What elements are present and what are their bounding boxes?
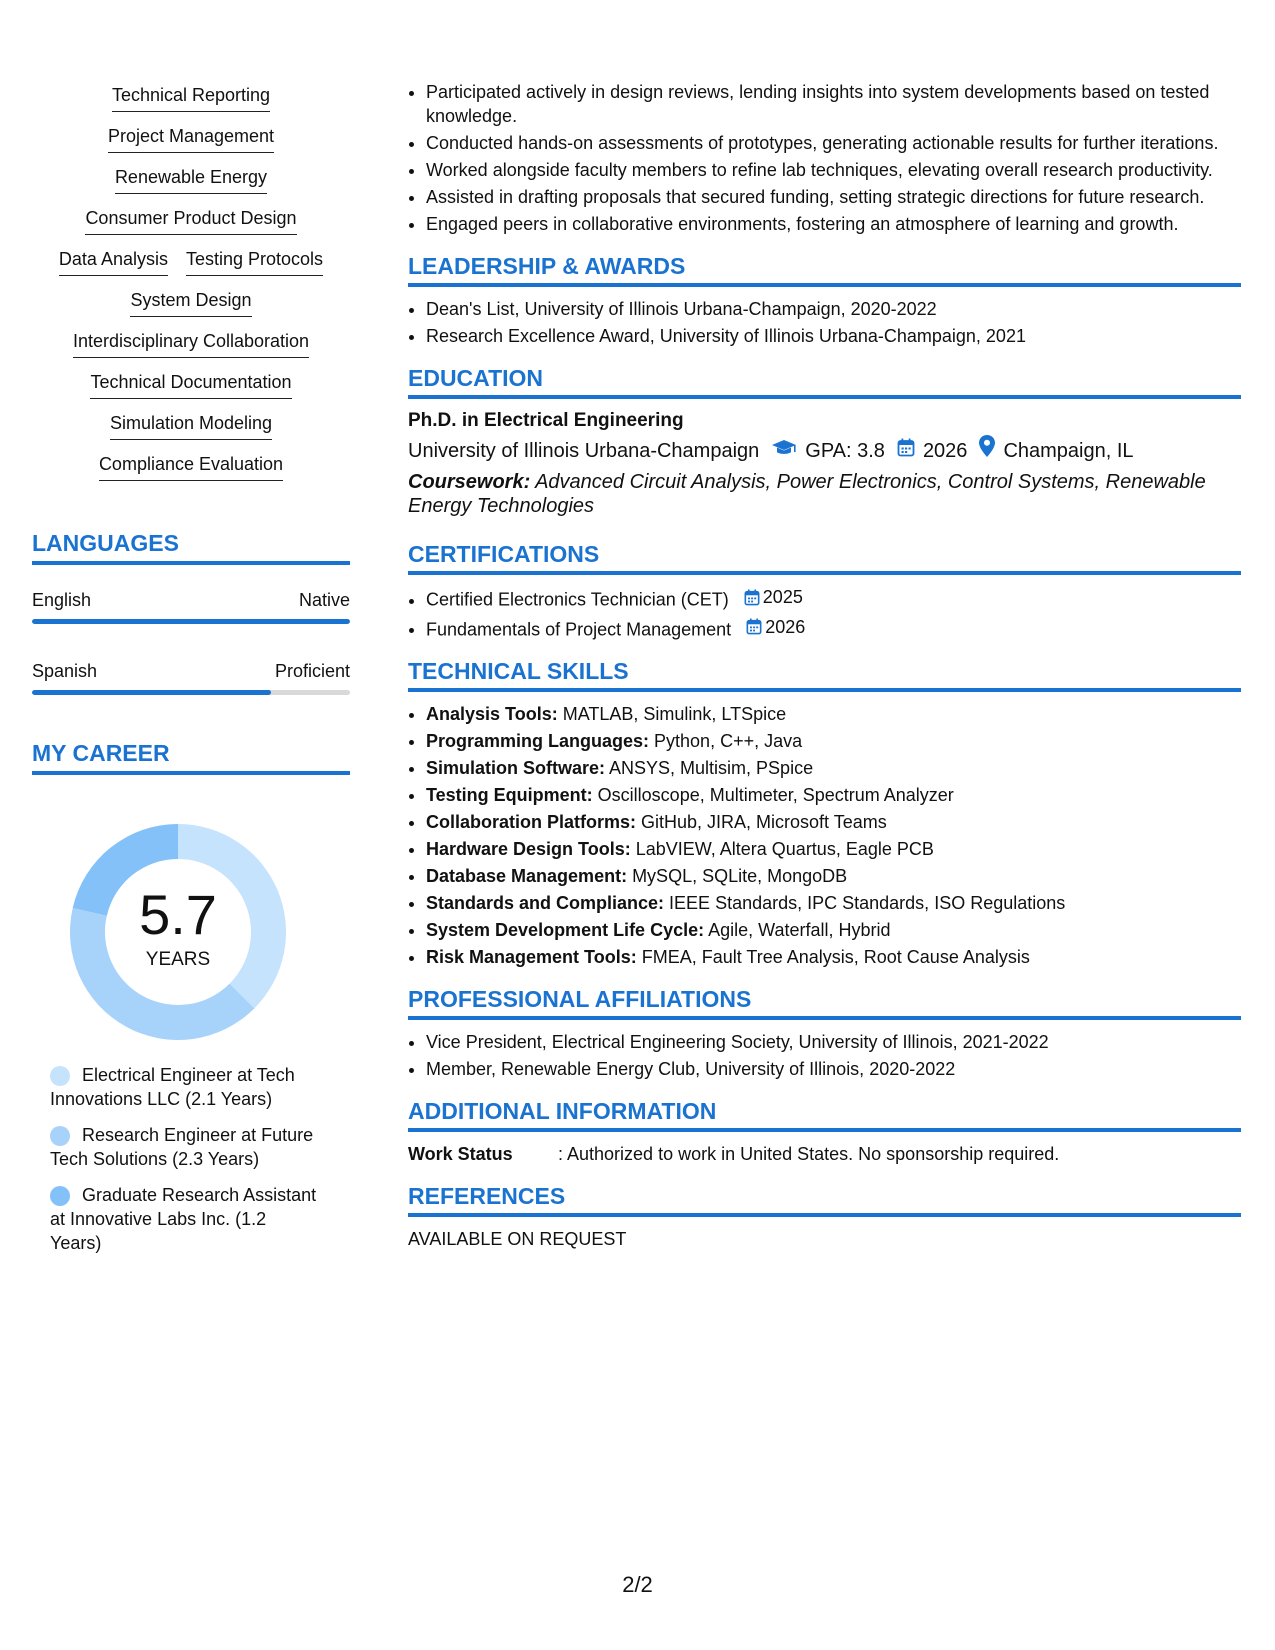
technical-skills-heading: TECHNICAL SKILLS — [408, 657, 1241, 692]
certification-name: Fundamentals of Project Management — [426, 619, 732, 639]
technical-skill-item — [426, 837, 1241, 861]
gpa: GPA: 3.8 — [805, 439, 885, 462]
donut-center — [65, 819, 291, 1045]
skill-values: MATLAB, Simulink, LTSpice — [557, 704, 787, 724]
skill-values: ANSYS, Multisim, PSpice — [605, 758, 814, 778]
skill-category: Programming Languages: — [426, 731, 650, 751]
school-name: University of Illinois Urbana-Champaign — [408, 439, 760, 462]
technical-skill-item — [426, 891, 1241, 915]
skill-category: Simulation Software: — [426, 758, 606, 778]
affiliation-item: • Vice President, Electrical Engineering Society, University of Illinois, 2021-2022 — [426, 1030, 1241, 1054]
coursework-label: Coursework: — [408, 471, 531, 493]
skill-category: Database Management: — [426, 866, 628, 886]
skill-category: Standards and Compliance: — [426, 893, 665, 913]
skill-values: IEEE Standards, IPC Standards, ISO Regulations — [664, 893, 1066, 913]
experience-bullet: • Conducted hands-on assessments of prototypes, generating actionable results for further iterations. — [426, 131, 1241, 155]
technical-skill-item — [426, 918, 1241, 942]
experience-bullet: • Engaged peers in collaborative environments, fostering an atmosphere of learning and growth. — [426, 212, 1241, 236]
language-bar — [32, 619, 350, 624]
calendar-icon — [744, 589, 760, 606]
legend-dot — [50, 1186, 70, 1206]
calendar-icon — [897, 436, 915, 466]
skill-category: Hardware Design Tools: — [426, 839, 631, 859]
skill-tag: Data Analysis — [59, 248, 168, 276]
certification-year: 2025 — [762, 587, 803, 607]
degree-title: Ph.D. in Electrical Engineering — [408, 410, 684, 431]
skill-tag: Simulation Modeling — [110, 412, 272, 440]
leadership-list — [408, 297, 1241, 348]
skill-tag: System Design — [130, 289, 251, 317]
education-heading: EDUCATION — [408, 364, 1241, 399]
language-level: Native — [298, 590, 350, 610]
certifications-list — [408, 585, 1241, 641]
skill-tag: Renewable Energy — [115, 166, 267, 194]
technical-skill-item — [426, 864, 1241, 888]
skill-values: GitHub, JIRA, Microsoft Teams — [636, 812, 887, 832]
graduation-year: 2026 — [922, 439, 968, 462]
career-section — [32, 739, 350, 1255]
location-pin-icon — [979, 435, 995, 466]
career-total-value: 5.7 — [139, 883, 217, 946]
technical-skill-item — [426, 729, 1241, 753]
certification-name: Certified Electronics Technician (CET) — [426, 589, 729, 610]
skill-values: Agile, Waterfall, Hybrid — [704, 920, 891, 940]
language-bar-fill — [32, 619, 350, 624]
career-heading: MY CAREER — [32, 739, 350, 775]
skill-tags — [32, 84, 350, 481]
skill-tag: Interdisciplinary Collaboration — [73, 330, 309, 358]
skill-category: System Development Life Cycle: — [426, 920, 705, 940]
certification-item — [426, 615, 1241, 642]
skill-tag: Consumer Product Design — [85, 207, 296, 235]
education-meta — [408, 435, 1241, 466]
technical-skill-item — [426, 783, 1241, 807]
affiliation-item: • Member, Renewable Energy Club, University of Illinois, 2020-2022 — [426, 1057, 1241, 1081]
skill-tag: Technical Documentation — [90, 371, 291, 399]
calendar-icon — [746, 618, 762, 635]
career-legend-item — [50, 1123, 320, 1171]
skill-category: Testing Equipment: — [426, 785, 593, 805]
career-legend-label: Electrical Engineer at Tech Innovations LLC (2.1 Years) — [50, 1065, 295, 1109]
languages-section — [32, 529, 350, 695]
technical-skills-list — [408, 702, 1241, 969]
certification-date — [744, 585, 803, 609]
affiliations-heading: PROFESSIONAL AFFILIATIONS — [408, 985, 1241, 1020]
skill-values: Oscilloscope, Multimeter, Spectrum Analyzer — [592, 785, 954, 805]
experience-bullet: • Participated actively in design reviews, lending insights into system developments based on tested knowledge. — [426, 80, 1241, 128]
skill-tag: Testing Protocols — [186, 248, 323, 276]
graduation-cap-icon — [771, 436, 797, 466]
skill-category: Analysis Tools: — [426, 704, 558, 724]
additional-info-heading: ADDITIONAL INFORMATION — [408, 1097, 1241, 1132]
affiliations-list — [408, 1030, 1241, 1081]
work-status-value: : Authorized to work in United States. No sponsorship required. — [558, 1144, 1060, 1164]
skill-tag: Project Management — [108, 125, 274, 153]
languages-heading: LANGUAGES — [32, 529, 350, 565]
experience-bullets — [408, 80, 1241, 236]
language-bar — [32, 690, 350, 695]
certification-date — [746, 615, 805, 639]
skill-tag: Compliance Evaluation — [99, 453, 283, 481]
language-item — [32, 660, 350, 695]
skill-category: Collaboration Platforms: — [426, 812, 637, 832]
language-name: Spanish — [32, 661, 98, 681]
skill-values: LabVIEW, Altera Quartus, Eagle PCB — [630, 839, 934, 859]
legend-dot — [50, 1066, 70, 1086]
coursework — [408, 470, 1241, 518]
career-legend-label: Research Engineer at Future Tech Solutions (2.3 Years) — [50, 1125, 314, 1169]
leadership-item: • Research Excellence Award, University of Illinois Urbana-Champaign, 2021 — [426, 324, 1241, 348]
left-column — [32, 84, 350, 1267]
technical-skill-item — [426, 810, 1241, 834]
career-total-unit: YEARS — [145, 949, 211, 970]
school-location: Champaign, IL — [1003, 439, 1134, 462]
work-status-label: Work Status — [408, 1144, 513, 1164]
skill-category: Risk Management Tools: — [426, 947, 637, 967]
coursework-text: Advanced Circuit Analysis, Power Electronics, Control Systems, Renewable Energy Technologies — [408, 471, 1206, 517]
references-heading: REFERENCES — [408, 1182, 1241, 1217]
career-legend-item — [50, 1183, 320, 1255]
skill-tag: Technical Reporting — [112, 84, 270, 112]
right-column — [408, 80, 1241, 1251]
career-legend-item — [50, 1063, 320, 1111]
experience-bullet: • Assisted in drafting proposals that secured funding, setting strategic directions for future research. — [426, 185, 1241, 209]
technical-skill-item — [426, 945, 1241, 969]
certifications-heading: CERTIFICATIONS — [408, 540, 1241, 575]
work-status-row — [408, 1142, 1241, 1166]
certification-item — [426, 585, 1241, 612]
technical-skill-item — [426, 756, 1241, 780]
technical-skill-item — [426, 702, 1241, 726]
experience-bullet: • Worked alongside faculty members to refine lab techniques, elevating overall research productivity. — [426, 158, 1241, 182]
language-name: English — [32, 590, 92, 610]
language-item — [32, 589, 350, 624]
legend-dot — [50, 1126, 70, 1146]
language-level: Proficient — [274, 661, 350, 681]
career-legend-label: Graduate Research Assistant at Innovative Labs Inc. (1.2 Years) — [50, 1185, 317, 1253]
career-donut-chart — [32, 809, 350, 1049]
career-legend — [32, 1063, 350, 1255]
language-bar-fill — [32, 690, 271, 695]
leadership-item: • Dean's List, University of Illinois Urbana-Champaign, 2020-2022 — [426, 297, 1241, 321]
page-number: 2/2 — [622, 1572, 653, 1597]
certification-year: 2026 — [765, 616, 806, 637]
skill-values: Python, C++, Java — [649, 731, 803, 751]
skill-values: MySQL, SQLite, MongoDB — [627, 866, 848, 886]
leadership-heading: LEADERSHIP & AWARDS — [408, 252, 1241, 287]
references-text: AVAILABLE ON REQUEST — [408, 1229, 627, 1249]
skill-values: FMEA, Fault Tree Analysis, Root Cause Analysis — [636, 947, 1030, 967]
